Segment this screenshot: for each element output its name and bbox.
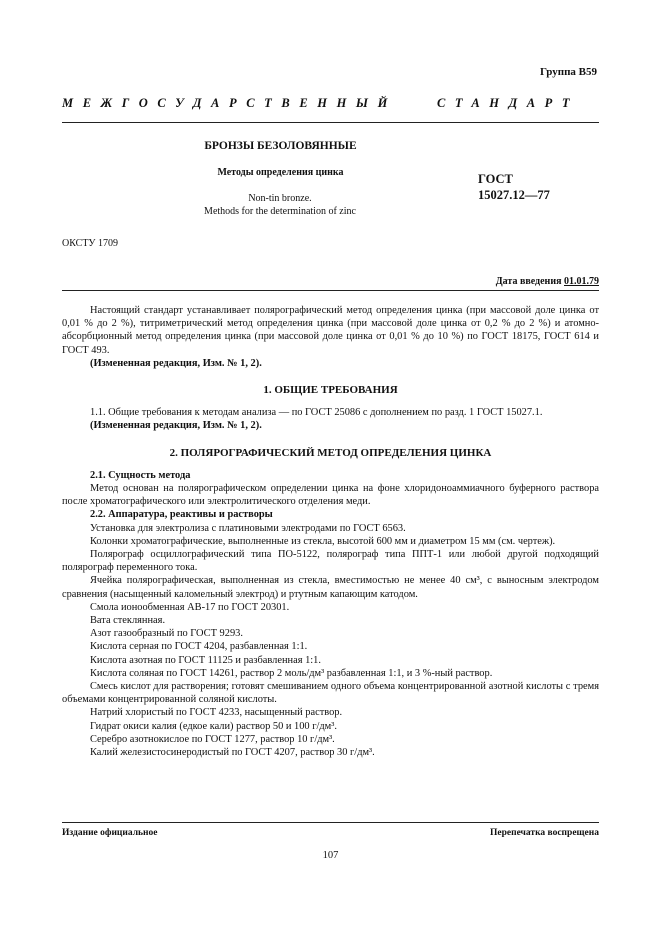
- list-item: Кислота соляная по ГОСТ 14261, раствор 2 моль/дм³ разбавленная 1:1, и 3 %-ный раствор.: [90, 667, 493, 679]
- banner-right-word: СТАНДАРТ: [436, 96, 580, 110]
- list-item: Вата стеклянная.: [90, 615, 166, 627]
- list-item: Натрий хлористый по ГОСТ 4233, насыщенный раствор.: [90, 707, 343, 719]
- banner-left-word: МЕЖГОСУДАРСТВЕННЫЙ: [62, 96, 397, 110]
- subsection-2-1-heading: 2.1. Сущность метода: [90, 469, 191, 481]
- intro-paragraph: Настоящий стандарт устанавливает полярографический метод определения цинка (при массовой доле цинка от 0,01 % до 2 %), титриметрический метод определения цинка (при массовой доле цинка от 0,2 % до 2 %) и атомно-абсорбционный метод определения цинка (при массовой доле цинка от 0,01 % до 10 %) по ГОСТ 18175, ГОСТ 614 и ГОСТ 493.: [62, 305, 599, 356]
- section-1-paragraph: 1.1. Общие требования к методам анализа — по ГОСТ 25086 с дополнением по разд. 1 ГОСТ 15027.1.: [90, 407, 543, 419]
- classification-group: Группа В59: [539, 66, 597, 78]
- subsection-2-1-text: Метод основан на полярографическом определении цинка на фоне хлоридоноаммиачного буферного раствора после хроматографического или электролитического отделения меди.: [62, 483, 599, 508]
- section-1-amendment: (Измененная редакция, Изм. № 1, 2).: [90, 420, 262, 432]
- list-item: Азот газообразный по ГОСТ 9293.: [90, 628, 243, 640]
- footer-rule: [62, 822, 599, 823]
- list-item: Смесь кислот для растворения; готовят смешиванием одного объема концентрированной азотной кислоты с тремя объемами концентрированной соляной кислоты.: [62, 681, 599, 706]
- document-title: БРОНЗЫ БЕЗОЛОВЯННЫЕ: [204, 140, 357, 152]
- list-item: Кислота серная по ГОСТ 4204, разбавленная 1:1.: [90, 641, 308, 653]
- effective-date-label: Дата введения: [495, 276, 562, 287]
- document-body: [62, 304, 599, 759]
- effective-date: [496, 276, 599, 287]
- document-subtitle: Методы определения цинка: [217, 167, 344, 178]
- interstate-standard-banner: [62, 96, 579, 111]
- effective-date-value: 01.01.79: [564, 276, 599, 287]
- section-1-heading: 1. ОБЩИЕ ТРЕБОВАНИЯ: [263, 384, 398, 397]
- footer-official-edition: Издание официальное: [62, 828, 158, 838]
- page-number: 107: [322, 850, 339, 861]
- date-rule: [62, 290, 599, 291]
- gost-code: 15027.12—77: [478, 188, 550, 202]
- list-item: Серебро азотнокислое по ГОСТ 1277, раствор 10 г/дм³.: [90, 733, 335, 745]
- section-2-heading: 2. ПОЛЯРОГРАФИЧЕСКИЙ МЕТОД ОПРЕДЕЛЕНИЯ ЦИНКА: [169, 446, 492, 459]
- english-title-line-1: Non-tin bronze.: [248, 193, 312, 204]
- list-item: Полярограф осциллографический типа ПО-5122, полярограф типа ППТ-1 или любой другой подходящий полярограф переменного тока.: [62, 549, 599, 574]
- english-title-line-2: Methods for the determination of zinc: [204, 206, 356, 217]
- english-title: [175, 192, 385, 218]
- list-item: Установка для электролиза с платиновыми электродами по ГОСТ 6563.: [90, 522, 406, 534]
- list-item: Колонки хроматографические, выполненные из стекла, высотой 600 мм и диаметром 15 мм (см. чертеж).: [90, 535, 556, 547]
- list-item: Калий железистосинеродистый по ГОСТ 4207, раствор 30 г/дм³.: [90, 747, 375, 759]
- intro-amendment: (Измененная редакция, Изм. № 1, 2).: [90, 357, 262, 369]
- gost-label: ГОСТ: [478, 172, 513, 186]
- list-item: Смола ионообменная АВ-17 по ГОСТ 20301.: [90, 601, 290, 613]
- header-rule: [62, 122, 599, 123]
- footer-reprint-notice: Перепечатка воспрещена: [489, 828, 599, 838]
- subsection-2-2-heading: 2.2. Аппаратура, реактивы и растворы: [90, 509, 273, 521]
- gost-number: [478, 171, 598, 203]
- okstu-code: ОКСТУ 1709: [62, 238, 119, 249]
- list-item: Ячейка полярографическая, выполненная из стекла, вместимостью не менее 40 см³, с выносным электродом сравнения (насыщенный каломельный электрод) и ртутным капающим катодом.: [62, 575, 599, 600]
- list-item: Кислота азотная по ГОСТ 11125 и разбавленная 1:1.: [90, 654, 321, 666]
- list-item: Гидрат окиси калия (едкое кали) раствор 50 и 100 г/дм³.: [90, 720, 337, 732]
